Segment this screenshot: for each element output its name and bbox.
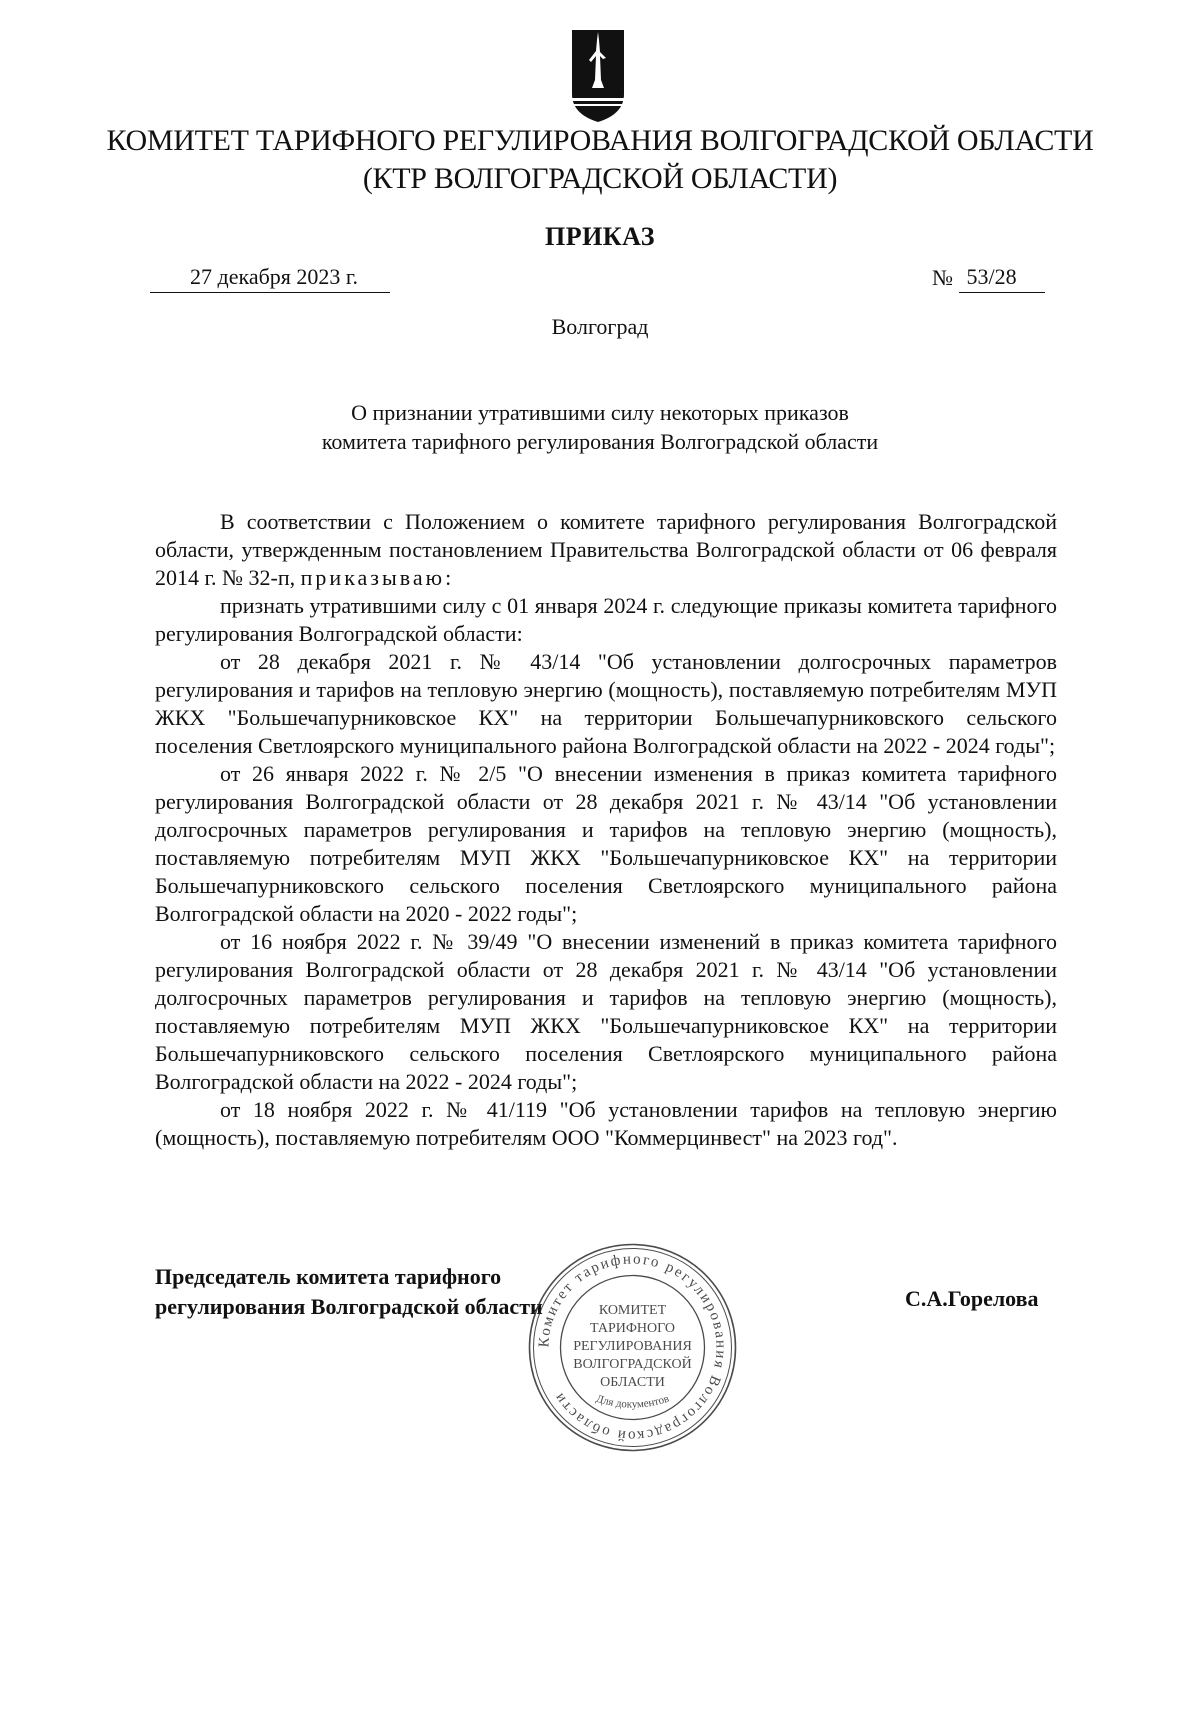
document-number: 53/28 [959,262,1045,293]
body-paragraph: от 18 ноября 2022 г. № 41/119 "Об установлении тарифов на тепловую энергию (мощность), поставляемую потребителям ООО "Коммерцинвест" на 2023 год". [155,1097,1057,1150]
order-word: приказываю: [300,565,455,590]
document-date: 27 декабря 2023 г. [150,262,390,293]
body-intro-text: В соответствии с Положением о комитете тарифного регулирования Волгоградской области, утвержденным постановлением Правительства Волгоградской области от 06 февраля 2014 г. № 32-п, [155,509,1057,590]
stamp-center-line1: КОМИТЕТ [598,1303,667,1318]
official-stamp [525,1240,740,1455]
document-city: Волгоград [551,314,649,339]
subject-line1: О признании утратившими силу некоторых приказов [351,400,849,425]
signer-title-line2: регулирования Волгоградской области [155,1294,543,1319]
organization-name-line1: КОМИТЕТ ТАРИФНОГО РЕГУЛИРОВАНИЯ ВОЛГОГРАДСКОЙ ОБЛАСТИ [106,124,1094,157]
body-paragraph: от 26 января 2022 г. № 2/5 "О внесении изменения в приказ комитета тарифного регулирования Волгоградской области от 28 декабря 2021 г. № 43/14 "Об установлении долгосрочных параметров регулирования и тарифов на тепловую энергию (мощность), поставляемую потребителям МУП ЖКХ "Большечапурниковское КХ" на территории Большечапурниковского сельского поселения Светлоярского муниципального района Волгоградской области на 2020 - 2022 годы"; [155,761,1057,926]
stamp-inner-text: Для документов [594,1392,671,1411]
stamp-center-line4: ВОЛГОГРАДСКОЙ [573,1357,692,1372]
number-sign: № [932,265,953,290]
stamp-ring-text: Комитет тарифного регулирования Волгоградской области [536,1251,729,1444]
subject-line2: комитета тарифного регулирования Волгоградской области [321,429,879,454]
stamp-center-line3: РЕГУЛИРОВАНИЯ [573,1339,692,1354]
svg-text:Для документов [594,1393,670,1411]
document-number-block [932,262,1045,293]
volgograd-coat-of-arms-icon [570,28,626,124]
document-body [155,508,1057,1152]
organization-name [100,122,1100,198]
document-subject [200,398,1000,456]
signer-title-line1: Председатель комитета тарифного [155,1264,502,1289]
body-paragraph: от 16 ноября 2022 г. № 39/49 "О внесении изменений в приказ комитета тарифного регулирования Волгоградской области от 28 декабря 2021 г. № 43/14 "Об установлении долгосрочных параметров регулирования и тарифов на тепловую энергию (мощность), поставляемую потребителям МУП ЖКХ "Большечапурниковское КХ" на территории Большечапурниковского сельского поселения Светлоярского муниципального района Волгоградской области на 2022 - 2024 годы"; [155,929,1057,1094]
stamp-center-line2: ТАРИФНОГО [590,1321,675,1336]
body-intro-paragraph [155,508,1057,592]
body-paragraph: от 28 декабря 2021 г. № 43/14 "Об установлении долгосрочных параметров регулирования и тарифов на тепловую энергию (мощность), поставляемую потребителям МУП ЖКХ "Большечапурниковское КХ" на территории Большечапурниковского сельского поселения Светлоярского муниципального района Волгоградской области на 2022 - 2024 годы"; [155,649,1057,758]
organization-name-line2: (КТР ВОЛГОГРАДСКОЙ ОБЛАСТИ) [362,162,838,195]
document-type: ПРИКАЗ [544,222,656,251]
stamp-center-line5: ОБЛАСТИ [600,1375,665,1390]
signer-name: С.А.Горелова [905,1286,1039,1311]
body-paragraph: признать утратившими силу с 01 января 2024 г. следующие приказы комитета тарифного регулирования Волгоградской области: [155,593,1057,646]
